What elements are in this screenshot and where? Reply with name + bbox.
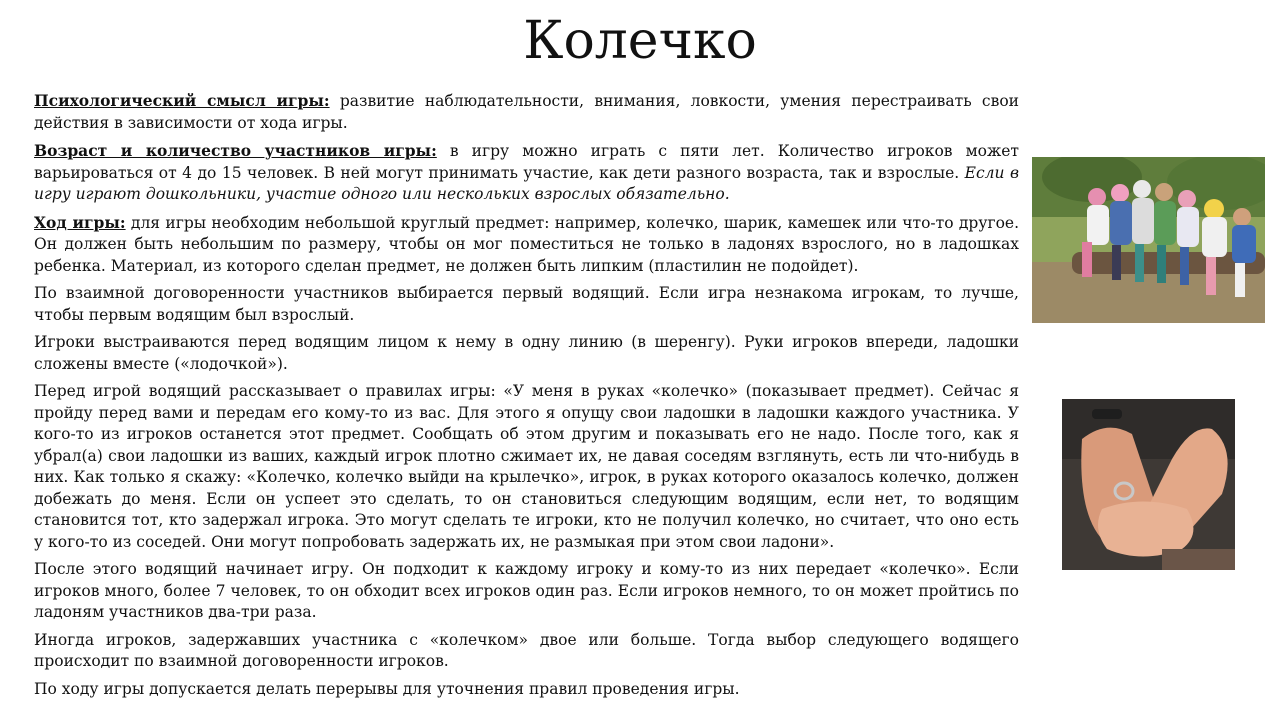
age-text: в игру можно играть с пяти лет. Количество игроков может варьироваться от 4 до 15 человек. В ней могут принимать участие, как дети разного возраста, так и взрослые. [34,142,1019,182]
text-body [34,90,1019,706]
hands-ring-photo [1062,399,1235,570]
paragraph-game-flow [34,212,1019,278]
hands-ring-photo-image [1062,399,1235,570]
meaning-label: Психологический смысл игры: [34,91,330,110]
paragraph-meaning [34,90,1019,134]
paragraph-several: Иногда игроков, задержавших участника с «колечком» двое или больше. Тогда выбор следующего водящего происходит по взаимной договоренности игроков. [34,630,1019,670]
meaning-text: развитие наблюдательности, внимания, ловкости, умения перестраивать свои действия в зависимости от хода игры. [34,92,1019,132]
paragraph-rules: Перед игрой водящий рассказывает о правилах игры: «У меня в руках «колечко» (показывает предмет). Сейчас я пройду перед вами и передам его кому-то из вас. Для этого я опущу свои ладошки в ладошки каждого участника. У кого-то из игроков останется этот предмет. Сообщать об этом другим и показывать его не надо. После того, как я убрал(а) свои ладошки из ваших, каждый игрок плотно сжимает их, не давая соседям взглянуть, есть ли что-нибудь в них. Как только я скажу: «Колечко, колечко выйди на крылечко», игрок, в руках которого оказалось колечко, должен добежать до меня. Если он успеет это сделать, то он становиться следующим водящим, если нет, то водящим становится тот, кто задержал игрока. Это могут сделать те игроки, кто не получил колечко, но считает, что оно есть у кого-то из соседей. Они могут попробовать задержать их, не размыкая при этом свои ладони». [34,382,1019,551]
children-photo-image [1032,157,1265,323]
paragraph-first-leader: По взаимной договоренности участников выбирается первый водящий. Если игра незнакома игрокам, то лучше, чтобы первым водящим был взрослый. [34,284,1019,324]
paragraph-line-up: Игроки выстраиваются перед водящим лицом к нему в одну линию (в шеренгу). Руки игроков впереди, ладошки сложены вместе («лодочкой»). [34,333,1019,373]
children-photo [1032,157,1265,323]
slide-title: Колечко [523,11,757,71]
age-note: Если в игру играют дошкольники, участие одного или нескольких взрослых обязательно. [34,163,1019,203]
paragraph-age [34,140,1019,206]
game-flow-label: Ход игры: [34,212,126,232]
paragraph-start: После этого водящий начинает игру. Он подходит к каждому игроку и кому-то из них передает «колечко». Если игроков много, более 7 человек, то он обходит всех игроков один раз. Если игроков немного, то он может пройтись по ладоням участников два-три раза. [34,560,1019,621]
paragraph-breaks: По ходу игры допускается делать перерывы для уточнения правил проведения игры. [34,679,740,698]
age-label: Возраст и количество участников игры: [34,141,437,160]
game-flow-text: для игры необходим небольшой круглый предмет: например, колечко, шарик, камешек или что-то другое. Он должен быть небольшим по размеру, чтобы он мог поместиться не только в ладонях взрослого, но в ладошках ребенка. Материал, из которого сделан предмет, не должен быть липким (пластилин не подойдет). [34,213,1019,275]
